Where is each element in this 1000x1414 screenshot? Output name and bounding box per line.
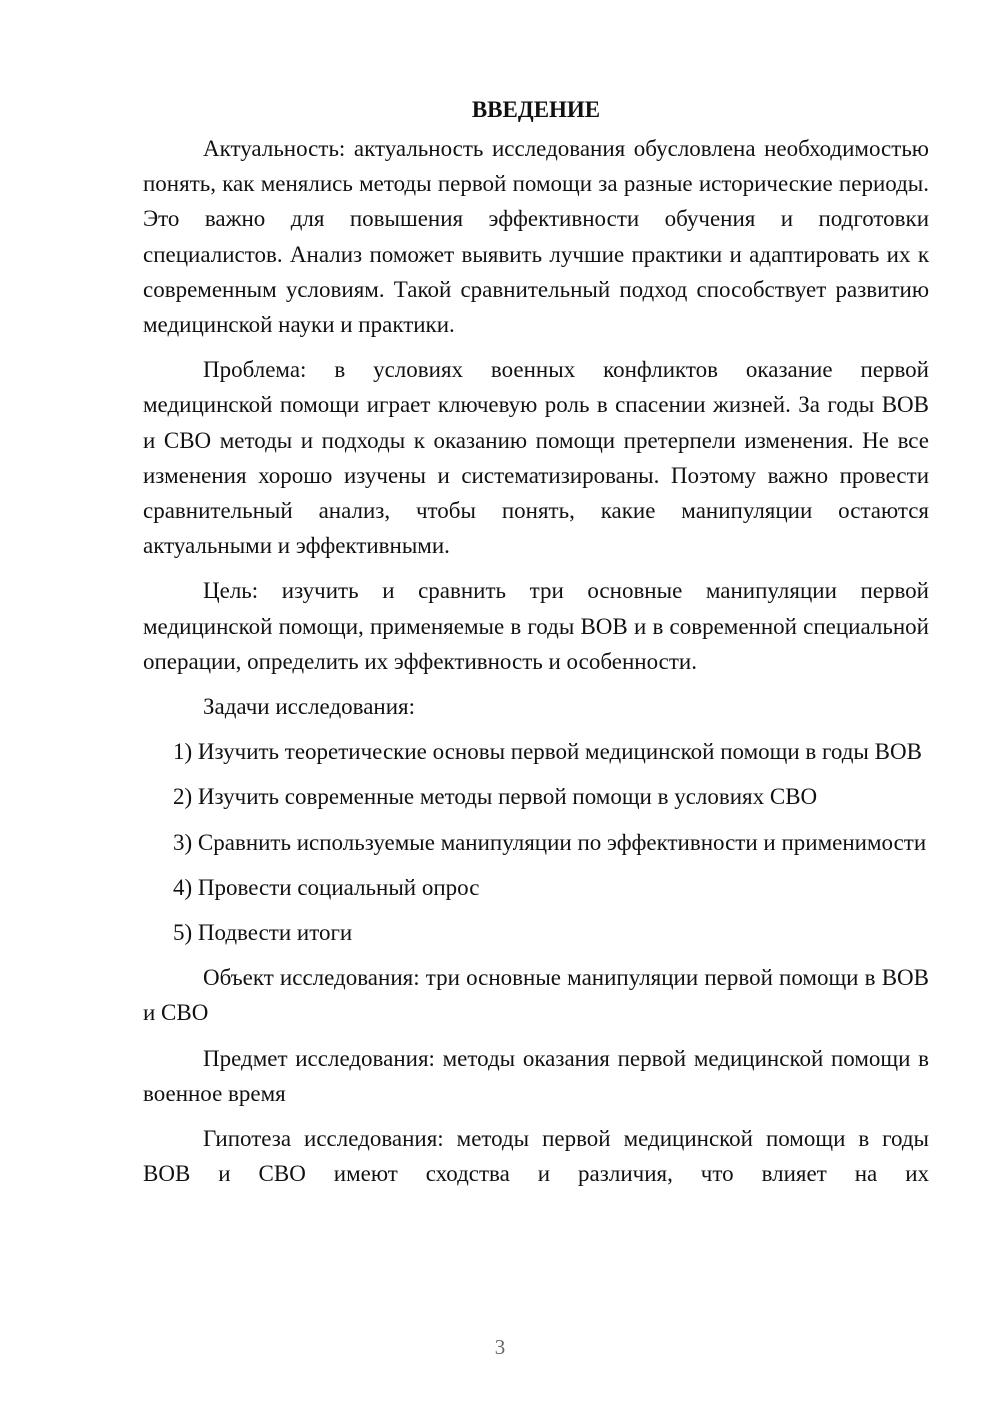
paragraph-tasks-heading: Задачи исследования: bbox=[203, 694, 416, 720]
task-item-3: 3) Сравнить используемые манипуляции по эффективности и применимости bbox=[173, 829, 927, 855]
task-item-2: 2) Изучить современные методы первой помощи в условиях СВО bbox=[173, 784, 818, 810]
paragraph-object: Объект исследования: три основные манипуляции первой помощи в ВОВ и СВО bbox=[143, 965, 929, 1026]
paragraph-subject: Предмет исследования: методы оказания первой медицинской помощи в военное время bbox=[143, 1045, 929, 1106]
page-number: 3 bbox=[494, 1335, 506, 1359]
document-page bbox=[143, 92, 929, 1191]
paragraph-goal: Цель: изучить и сравнить три основные манипуляции первой медицинской помощи, применяемые в годы ВОВ и в современной специальной операции, определить их эффективность и особенности. bbox=[143, 578, 929, 674]
paragraph-problem: Проблема: в условиях военных конфликтов оказание первой медицинской помощи играет ключевую роль в спасении жизней. За годы ВОВ и СВО методы и подходы к оказанию помощи претерпели изменения. Не все изменения хорошо изучены и систематизированы. Поэтому важно провести сравнительный анализ, чтобы понять, какие манипуляции остаются актуальными и эффективными. bbox=[143, 357, 929, 559]
task-item-4: 4) Провести социальный опрос bbox=[173, 874, 480, 900]
task-item-5: 5) Подвести итоги bbox=[173, 920, 353, 946]
paragraph-relevance: Актуальность: актуальность исследования обусловлена необходимостью понять, как менялись методы первой помощи за разные исторические периоды. Это важно для повышения эффективности обучения и подготовки специалистов. Анализ поможет выявить лучшие практики и адаптировать их к современным условиям. Такой сравнительный подход способствует развитию медицинской науки и практики. bbox=[143, 136, 929, 338]
paragraph-hypothesis: Гипотеза исследования: методы первой медицинской помощи в годы ВОВ и СВО имеют сходства и различия, что влияет на их bbox=[143, 1126, 929, 1187]
task-item-1: 1) Изучить теоретические основы первой медицинской помощи в годы ВОВ bbox=[173, 739, 922, 765]
section-title: ВВЕДЕНИЕ bbox=[471, 97, 601, 122]
